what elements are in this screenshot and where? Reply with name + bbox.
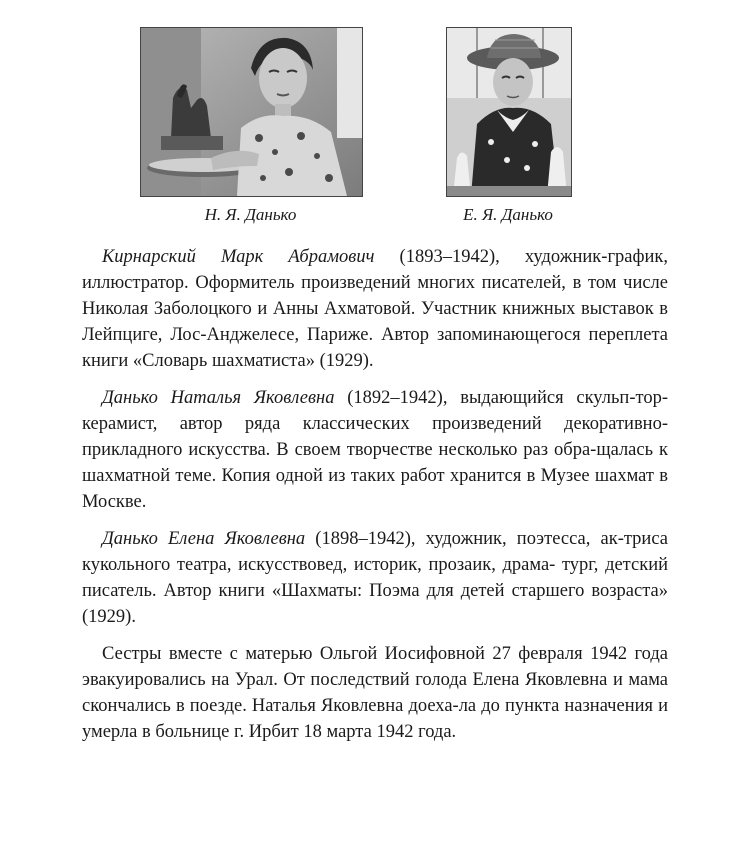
text-line: Сестры вместе с матерью Ольгой Иосифовной 27 февраля — [102, 644, 583, 664]
person-name: Данько Наталья Яковлевна — [102, 388, 335, 408]
text-line: в Музее шахмат в Москве. — [82, 466, 668, 512]
paragraph-evacuation — [82, 641, 668, 745]
text-line: Яковлевна и мама скончались в поезде. Наталья Яковлевна доеха- — [82, 670, 669, 716]
photo-e-ya-danko — [446, 27, 572, 197]
paragraph-kirnarsky — [82, 244, 668, 374]
photo-n-ya-danko — [140, 27, 363, 197]
text-line: в том числе Николая Заболоцкого и Анны Ахматовой. Участник — [82, 273, 669, 319]
text-line: иллюстратор. Оформитель произведений многих писателей, — [82, 273, 566, 293]
paragraph-elena-danko — [82, 526, 668, 630]
text-line: запоминающегося переплета книги «Словарь шахматиста» (1929). — [82, 325, 668, 371]
photo-e-ya-danko-image — [447, 28, 571, 196]
text-line: тор-керамист, автор ряда классических произведений декоративно- — [82, 388, 668, 434]
text-line: триса кукольного театра, искусствовед, историк, прозаик, драма- — [82, 529, 668, 575]
text-line: щалась к шахматной теме. Копия одной из таких работ хранится — [82, 440, 668, 486]
text-line: книжных выставок в Лейпциге, Лос-Анджелесе, Париже. Автор — [82, 299, 669, 345]
person-name: Данько Елена Яковлевна — [102, 529, 306, 549]
text-line: прикладного искусства. В своем творчестве несколько раз обра- — [82, 440, 597, 460]
photo-caption-left: Н. Я. Данько — [204, 205, 297, 224]
text-line: 1942 года. — [376, 722, 457, 742]
text-line: (1893–1942), художник-график, — [374, 247, 668, 267]
text-line: старшего возраста» (1929). — [82, 581, 668, 627]
body-text — [82, 244, 668, 756]
text-line: тург, детский писатель. Автор книги «Шахматы: Поэма для детей — [82, 555, 668, 601]
text-line: (1892–1942), выдающийся скульп- — [334, 388, 636, 408]
paragraph-natalia-danko — [82, 385, 668, 515]
person-name: Кирнарский Марк Абрамович — [102, 247, 375, 267]
text-line: (1898–1942), художник, поэтесса, ак- — [305, 529, 624, 549]
text-line: 1942 года эвакуировались на Урал. От последствий голода Елена — [82, 644, 669, 690]
text-line: ла до пункта назначения и умерла в больнице г. Ирбит 18 марта — [82, 696, 668, 742]
photo-n-ya-danko-image — [141, 28, 362, 196]
photo-caption-right: Е. Я. Данько — [463, 205, 553, 224]
